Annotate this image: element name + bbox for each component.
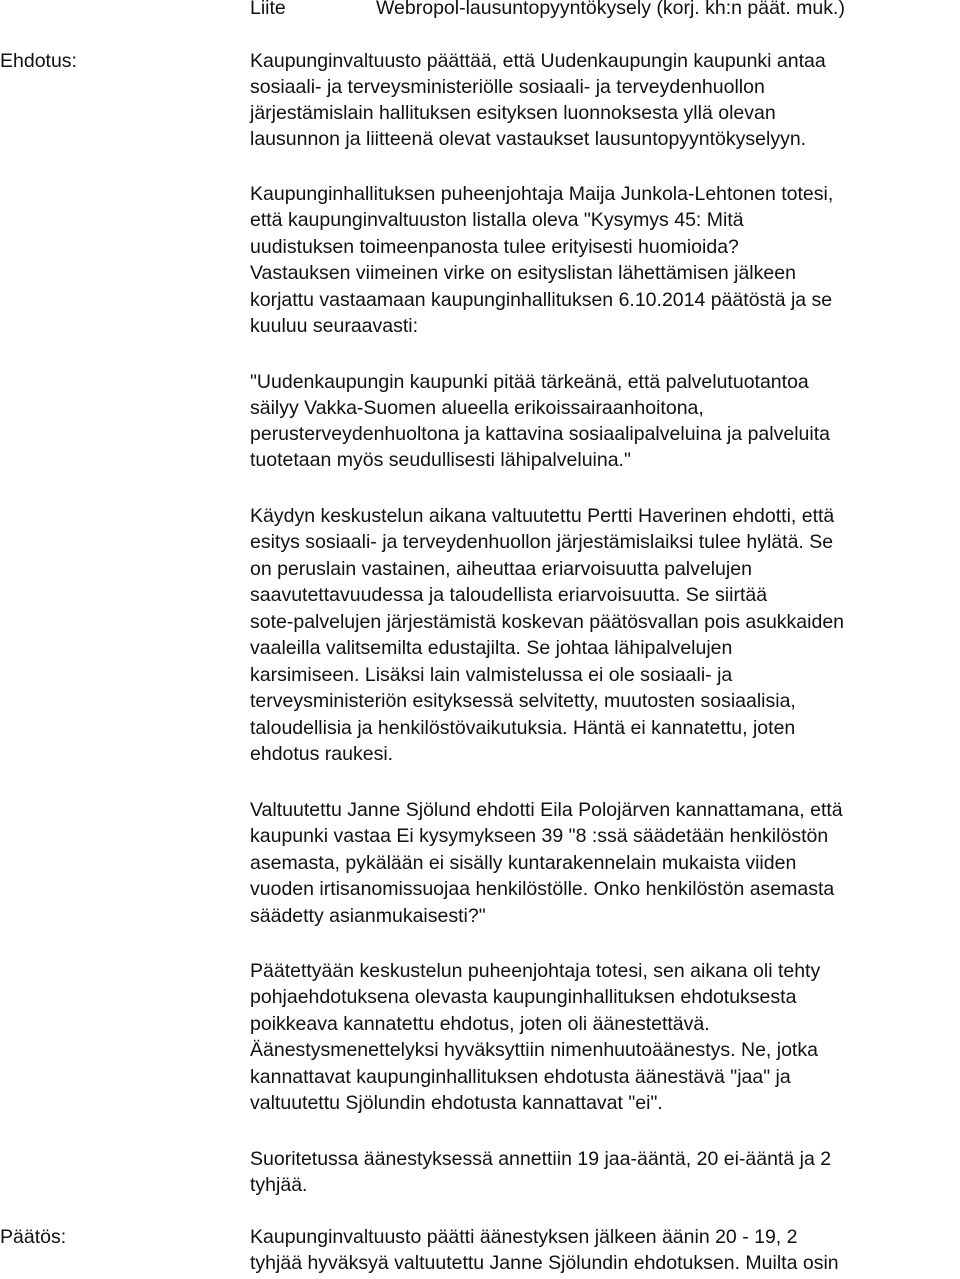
text-line: tyhjää. bbox=[250, 1174, 308, 1196]
proposal-label: Ehdotus: bbox=[0, 50, 77, 72]
text-line: karsimiseen. Lisäksi lain valmistelussa ei ole sosiaali- ja bbox=[250, 664, 733, 686]
text-line: Valtuutettu Janne Sjölund ehdotti Eila Polojärven kannattamana, että bbox=[250, 799, 843, 821]
text-line: Suoritetussa äänestyksessä annettiin 19 jaa-ääntä, 20 ei-ääntä ja 2 bbox=[250, 1148, 832, 1170]
text-line: on peruslain vastainen, aiheuttaa eriarvoisuutta palvelujen bbox=[250, 558, 752, 580]
text-line: esitys sosiaali- ja terveydenhuollon järjestämislaiksi tulee hylätä. Se bbox=[250, 531, 834, 553]
text-line: pohjaehdotuksena olevasta kaupunginhallituksen ehdotuksesta bbox=[250, 986, 797, 1008]
attachment-title: Webropol-lausuntopyyntökysely (korj. kh:n päät. muk.) bbox=[376, 0, 845, 19]
text-line: vuoden irtisanomissuojaa henkilöstölle. Onko henkilöstön asemasta bbox=[250, 878, 835, 900]
text-line: kuuluu seuraavasti: bbox=[250, 315, 419, 337]
text-line: sosiaali- ja terveysministeriölle sosiaali- ja terveydenhuollon bbox=[250, 76, 765, 98]
text-line: kaupunki vastaa Ei kysymykseen 39 "8 :ssä säädetään henkilöstön bbox=[250, 825, 829, 847]
text-line: että kaupunginvaltuuston listalla oleva "Kysymys 45: Mitä bbox=[250, 209, 744, 231]
text-line: Kaupunginhallituksen puheenjohtaja Maija Junkola-Lehtonen totesi, bbox=[250, 183, 834, 205]
text-line: Kaupunginvaltuusto päätti äänestyksen jälkeen äänin 20 - 19, 2 bbox=[250, 1226, 798, 1248]
text-line: vaaleilla valitsemilta edustajilta. Se johtaa lähipalvelujen bbox=[250, 637, 733, 659]
text-line: asemasta, pykälään ei sisälly kuntarakennelain mukaista viiden bbox=[250, 852, 797, 874]
text-line: järjestämislain hallituksen esityksen luonnoksesta yllä olevan bbox=[250, 102, 776, 124]
text-line: lausunnon ja liitteenä olevat vastaukset lausuntopyyntökyselyyn. bbox=[250, 128, 807, 150]
text-line: korjattu vastaamaan kaupunginhallituksen 6.10.2014 päätöstä ja se bbox=[250, 289, 833, 311]
text-line: Äänestysmenettelyksi hyväksyttiin nimenhuutoäänestys. Ne, jotka bbox=[250, 1039, 818, 1061]
text-line: tuotetaan myös seudullisesti lähipalveluina." bbox=[250, 449, 631, 471]
text-line: perusterveydenhuoltona ja kattavina sosiaalipalveluina ja palveluita bbox=[250, 423, 830, 445]
text-line: tyhjää hyväksyä valtuutettu Janne Sjölundin ehdotuksen. Muilta osin bbox=[250, 1252, 839, 1274]
text-line: sote-palvelujen järjestämistä koskevan päätösvallan pois asukkaiden bbox=[250, 611, 845, 633]
text-line: terveysministeriön esityksessä selvitetty, muutosten sosiaalisia, bbox=[250, 690, 796, 712]
text-line: kannattavat kaupunginhallituksen ehdotusta äänestävä "jaa" ja bbox=[250, 1066, 791, 1088]
text-line: Kaupunginvaltuusto päättää, että Uudenkaupungin kaupunki antaa bbox=[250, 50, 826, 72]
text-line: saavutettavuudessa ja taloudellista eriarvoisuutta. Se siirtää bbox=[250, 584, 768, 606]
text-line: Vastauksen viimeinen virke on esityslistan lähettämisen jälkeen bbox=[250, 262, 796, 284]
text-line: säädetty asianmukaisesti?" bbox=[250, 905, 486, 927]
text-line: poikkeava kannatettu ehdotus, joten oli äänestettävä. bbox=[250, 1013, 710, 1035]
text-line: taloudellisia ja henkilöstövaikutuksia. Häntä ei kannatettu, joten bbox=[250, 717, 796, 739]
text-line: Käydyn keskustelun aikana valtuutettu Pertti Haverinen ehdotti, että bbox=[250, 505, 835, 527]
decision-label: Päätös: bbox=[0, 1226, 67, 1248]
text-line: säilyy Vakka-Suomen alueella erikoissairaanhoitona, bbox=[250, 397, 704, 419]
attachment-label: Liite bbox=[250, 0, 286, 19]
text-line: "Uudenkaupungin kaupunki pitää tärkeänä, että palvelutuotantoa bbox=[250, 371, 809, 393]
text-line: valtuutettu Sjölundin ehdotusta kannattavat "ei". bbox=[250, 1092, 663, 1114]
text-line: ehdotus raukesi. bbox=[250, 743, 394, 765]
text-line: uudistuksen toimeenpanosta tulee erityisesti huomioida? bbox=[250, 236, 739, 258]
text-line: Päätettyään keskustelun puheenjohtaja totesi, sen aikana oli tehty bbox=[250, 960, 821, 982]
